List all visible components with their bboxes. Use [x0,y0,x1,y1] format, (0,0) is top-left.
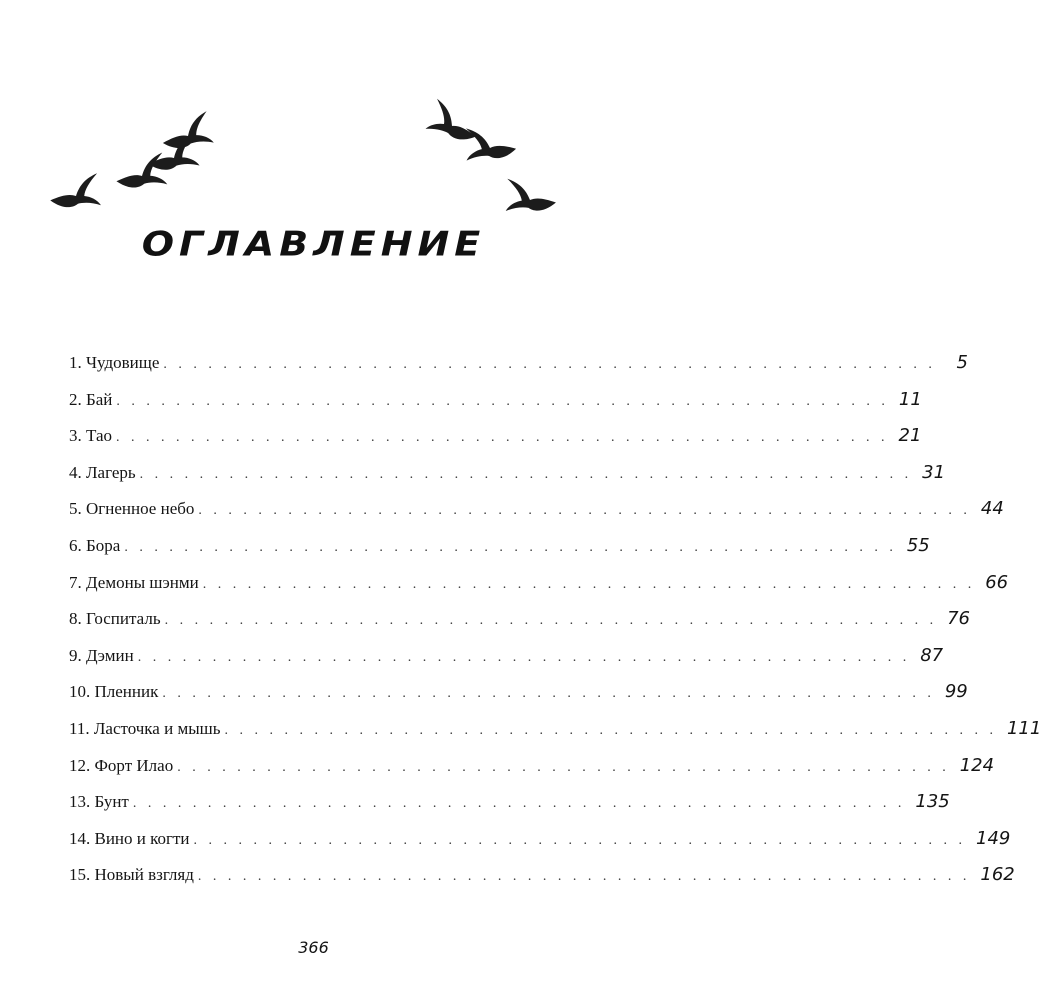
toc-entry[interactable] [69,498,1004,535]
toc-entry[interactable] [69,681,968,718]
toc-entry-title: 3. Тао [69,426,113,446]
toc-entry[interactable] [69,461,946,499]
toc-entry[interactable] [69,754,995,792]
toc-entry-title: 14. Вино и когти [69,828,190,848]
toc-entry-title: 15. Новый взгляд [69,865,194,885]
toc-entry-page: 135 [915,791,950,813]
toc-entry-title: 5. Огненное небо [69,499,195,519]
swallow-flock [0,0,627,240]
toc-entry[interactable] [69,791,950,828]
toc-entry-title: 8. Госпиталь [69,609,161,629]
page-title: ОГЛАВЛЕНИЕ [141,224,486,264]
toc-dot-leader: . . . . . . . . . . . . . . . . . . . . . . . . . . . . . . . . . . . . . . . . . . . . . . . . . . . . [224,722,997,738]
toc-entry-page: 99 [944,681,968,703]
toc-entry-page: 31 [922,461,946,483]
toc-dot-leader: . . . . . . . . . . . . . . . . . . . . . . . . . . . . . . . . . . . . . . . . . . . . . . . . . . . . [124,539,897,555]
toc-entry-title: 12. Форт Илао [69,755,174,775]
toc-dot-leader: . . . . . . . . . . . . . . . . . . . . . . . . . . . . . . . . . . . . . . . . . . . . . . . . . . . . [137,649,911,665]
toc-entry-title: 11. Ласточка и мышь [69,718,221,738]
toc-dot-leader: . . . . . . . . . . . . . . . . . . . . . . . . . . . . . . . . . . . . . . . . . . . . . . . . . . . . [198,503,971,519]
toc-dot-leader: . . . . . . . . . . . . . . . . . . . . . . . . . . . . . . . . . . . . . . . . . . . . . . . . . . . . [177,759,950,775]
toc-dot-leader: . . . . . . . . . . . . . . . . . . . . . . . . . . . . . . . . . . . . . . . . . . . . . . . . . . . . [116,393,889,409]
toc-dot-leader: . . . . . . . . . . . . . . . . . . . . . . . . . . . . . . . . . . . . . . . . . . . . . . . . . . . . [197,869,971,885]
toc-entry-page: 5 [956,352,968,373]
toc-dot-leader: . . . . . . . . . . . . . . . . . . . . . . . . . . . . . . . . . . . . . . . . . . . . . . . . . . . . [139,466,913,482]
toc-entry[interactable] [69,608,970,645]
toc-entry-title: 7. Демоны шэнми [69,572,199,592]
toc-dot-leader: . . . . . . . . . . . . . . . . . . . . . . . . . . . . . . . . . . . . . . . . . . . . . . . . . . . . [202,576,976,592]
swallow-bird-icon [44,172,107,220]
toc-entry-page: 124 [959,754,995,776]
toc-entry[interactable] [69,644,944,682]
toc-entry-page: 11 [898,388,922,410]
toc-entry-title: 10. Пленник [69,682,159,702]
toc-entry-page: 149 [976,827,1011,849]
toc-entry-title: 13. Бунт [69,792,129,812]
toc-dot-leader: . . . . . . . . . . . . . . . . . . . . . . . . . . . . . . . . . . . . . . . . . . . . . . . . . . . . [162,686,935,702]
toc-dot-leader: . . . . . . . . . . . . . . . . . . . . . . . . . . . . . . . . . . . . . . . . . . . . . . . . . . . . [163,357,936,372]
toc-entry-page: 66 [985,571,1009,593]
toc-entry-title: 1. Чудовище [69,353,160,372]
toc-entry-page: 162 [980,864,1015,886]
swallow-bird-icon [460,127,519,169]
page-number: 366 [298,938,329,957]
toc-entry[interactable] [69,827,1011,865]
toc-dot-leader: . . . . . . . . . . . . . . . . . . . . . . . . . . . . . . . . . . . . . . . . . . . . . . . . . . . . [164,613,938,629]
toc-entry-page: 21 [898,425,922,447]
toc-dot-leader: . . . . . . . . . . . . . . . . . . . . . . . . . . . . . . . . . . . . . . . . . . . . . . . . . . . . [132,796,906,812]
toc-dot-leader: . . . . . . . . . . . . . . . . . . . . . . . . . . . . . . . . . . . . . . . . . . . . . . . . . . . . [193,832,967,848]
toc-entry[interactable] [69,717,1041,755]
toc-entry-page: 76 [947,608,970,630]
toc-entry[interactable] [69,864,1015,901]
toc-entry[interactable] [69,534,930,572]
toc-entry-page: 87 [920,644,944,666]
swallow-bird-icon [499,177,560,222]
toc-entry-title: 4. Лагерь [69,462,136,482]
toc-entry-title: 2. Бай [69,389,113,409]
toc-entry-title: 9. Дэмин [69,645,134,665]
toc-entry[interactable] [69,425,922,462]
toc-entry-page: 44 [980,498,1004,520]
toc-entry-page: 55 [906,534,930,556]
table-of-contents [69,352,1041,901]
swallow-bird-icon [156,110,221,163]
toc-dot-leader: . . . . . . . . . . . . . . . . . . . . . . . . . . . . . . . . . . . . . . . . . . . . . . . . . . . . [116,430,889,446]
toc-entry[interactable] [69,388,922,426]
toc-entry-title: 6. Бора [69,535,121,555]
toc-entry[interactable] [69,571,1009,609]
toc-entry-page: 111 [1006,717,1041,739]
toc-entry[interactable] [69,352,968,389]
